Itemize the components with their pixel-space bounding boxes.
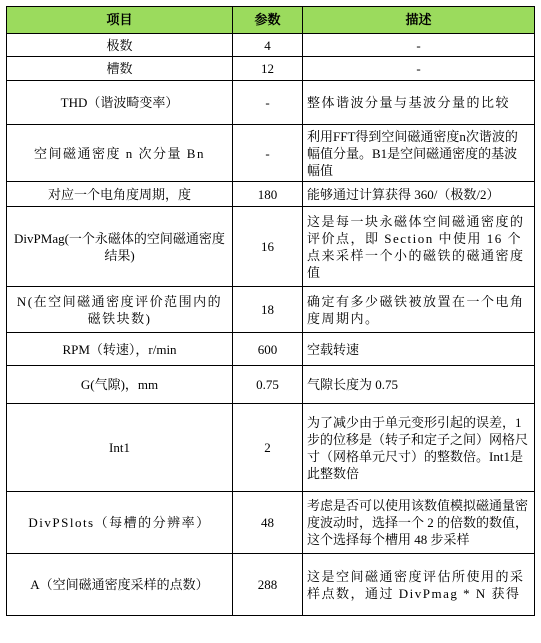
cell-item: THD（谐波畸变率）	[7, 81, 233, 125]
parameter-table	[6, 6, 535, 616]
cell-desc: 能够通过计算获得 360/（极数/2）	[303, 182, 535, 207]
cell-item: 空间磁通密度 n 次分量 Bn	[7, 125, 233, 182]
cell-param: 2	[233, 404, 303, 492]
cell-param: 12	[233, 57, 303, 81]
cell-param: 4	[233, 34, 303, 57]
header-desc: 描述	[303, 7, 535, 34]
table-row	[7, 34, 535, 57]
cell-desc: 整体谐波分量与基波分量的比较	[303, 81, 535, 125]
cell-item: DivPSlots（每槽的分辨率）	[7, 492, 233, 554]
table-row	[7, 333, 535, 366]
cell-item: Int1	[7, 404, 233, 492]
table-row	[7, 404, 535, 492]
header-param: 参数	[233, 7, 303, 34]
cell-desc: -	[303, 34, 535, 57]
table-row	[7, 81, 535, 125]
cell-desc: 利用FFT得到空间磁通密度n次谐波的幅值分量。B1是空间磁通密度的基波幅值	[303, 125, 535, 182]
cell-param: 48	[233, 492, 303, 554]
table-row	[7, 554, 535, 616]
cell-item: 对应一个电角度周期，度	[7, 182, 233, 207]
table-row	[7, 125, 535, 182]
cell-desc: 确定有多少磁铁被放置在一个电角度周期内。	[303, 287, 535, 333]
table-row	[7, 57, 535, 81]
cell-item: RPM（转速），r/min	[7, 333, 233, 366]
cell-item: N(在空间磁通密度评价范围内的磁铁块数)	[7, 287, 233, 333]
cell-param: 16	[233, 207, 303, 287]
table-row	[7, 492, 535, 554]
cell-desc: 考虑是否可以使用该数值模拟磁通量密度波动时，选择一个 2 的倍数的数值，这个选择每个槽用 48 步采样	[303, 492, 535, 554]
cell-param: -	[233, 125, 303, 182]
cell-param: 600	[233, 333, 303, 366]
cell-item: A（空间磁通密度采样的点数）	[7, 554, 233, 616]
header-item: 项目	[7, 7, 233, 34]
cell-item: G(气隙)，mm	[7, 366, 233, 404]
cell-desc: 空载转速	[303, 333, 535, 366]
cell-desc: -	[303, 57, 535, 81]
cell-param: 0.75	[233, 366, 303, 404]
cell-desc: 这是每一块永磁体空间磁通密度的评价点，即 Section 中使用 16 个点来采样一个小的磁铁的磁通密度值	[303, 207, 535, 287]
cell-item: 槽数	[7, 57, 233, 81]
cell-param: 18	[233, 287, 303, 333]
cell-desc: 为了减少由于单元变形引起的误差，1步的位移是（转子和定子之间）网格尺寸（网格单元尺寸）的整数倍。Int1是此整数倍	[303, 404, 535, 492]
cell-param: -	[233, 81, 303, 125]
header-row	[7, 7, 535, 34]
cell-desc: 这是空间磁通密度评估所使用的采样点数，通过 DivPmag * N 获得	[303, 554, 535, 616]
cell-param: 180	[233, 182, 303, 207]
cell-desc: 气隙长度为 0.75	[303, 366, 535, 404]
cell-param: 288	[233, 554, 303, 616]
cell-item: DivPMag(一个永磁体的空间磁通密度结果)	[7, 207, 233, 287]
table-row	[7, 366, 535, 404]
table-row	[7, 182, 535, 207]
table-row	[7, 207, 535, 287]
cell-item: 极数	[7, 34, 233, 57]
table-row	[7, 287, 535, 333]
